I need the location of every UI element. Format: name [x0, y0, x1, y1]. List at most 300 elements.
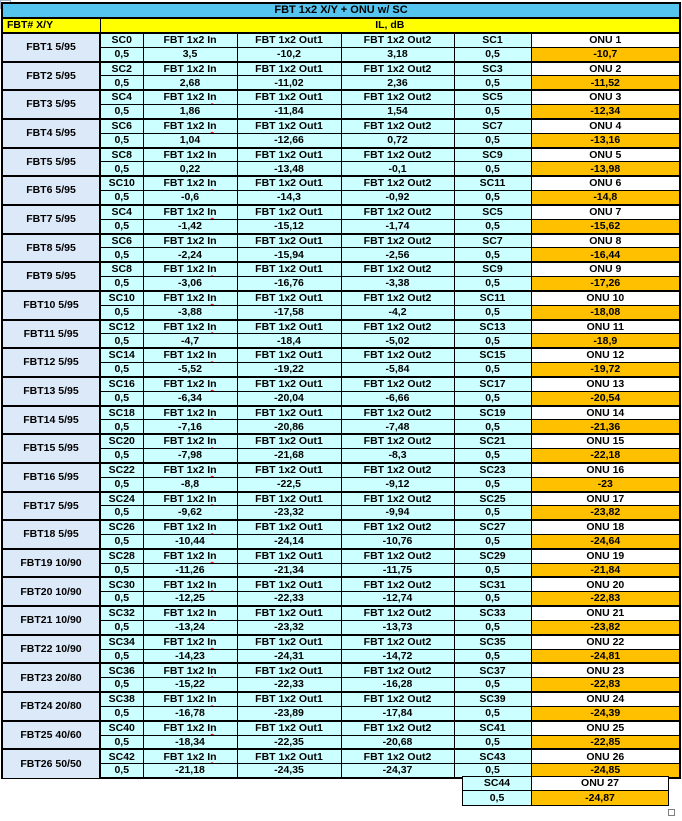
- out2-header-cell[interactable]: FBT 1x2 Out2: [341, 119, 454, 133]
- onu-value-cell[interactable]: -15,62: [531, 219, 680, 233]
- onu-header-cell[interactable]: ONU 22: [531, 635, 680, 649]
- loss-in-cell[interactable]: 0,5: [100, 248, 143, 262]
- out2-header-cell[interactable]: FBT 1x2 Out2: [341, 33, 454, 47]
- in-value-cell[interactable]: -8,8: [143, 477, 237, 491]
- fbt-label-cell[interactable]: FBT26 50/50: [2, 749, 100, 778]
- onu-value-cell[interactable]: -18,08: [531, 305, 680, 319]
- out2-header-cell[interactable]: FBT 1x2 Out2: [341, 520, 454, 534]
- in-value-cell[interactable]: -6,34: [143, 391, 237, 405]
- out1-value-cell[interactable]: -17,58: [237, 305, 341, 319]
- out2-header-cell[interactable]: FBT 1x2 Out2: [341, 577, 454, 591]
- out2-header-cell[interactable]: FBT 1x2 Out2: [341, 377, 454, 391]
- out1-header-cell[interactable]: FBT 1x2 Out1: [237, 463, 341, 477]
- in-value-cell[interactable]: 1,86: [143, 105, 237, 119]
- loss-in-cell[interactable]: 0,5: [100, 678, 143, 692]
- out1-header-cell[interactable]: FBT 1x2 Out1: [237, 148, 341, 162]
- fbt-label-cell[interactable]: FBT2 5/95: [2, 62, 100, 91]
- onu-header-cell[interactable]: ONU 11: [531, 320, 680, 334]
- sc-out-cell[interactable]: SC5: [454, 90, 531, 104]
- sc-out-cell[interactable]: SC7: [454, 119, 531, 133]
- onu-value-cell[interactable]: -23,82: [531, 506, 680, 520]
- out2-value-cell[interactable]: -6,66: [341, 391, 454, 405]
- out1-value-cell[interactable]: -20,04: [237, 391, 341, 405]
- out1-header-cell[interactable]: FBT 1x2 Out1: [237, 492, 341, 506]
- out2-value-cell[interactable]: -16,28: [341, 678, 454, 692]
- out2-value-cell[interactable]: -9,12: [341, 477, 454, 491]
- onu-value-cell[interactable]: -21,84: [531, 563, 680, 577]
- sc-in-cell[interactable]: SC42: [100, 749, 143, 763]
- loss-cell[interactable]: 0,5: [463, 791, 532, 805]
- loss-in-cell[interactable]: 0,5: [100, 219, 143, 233]
- out1-header-cell[interactable]: FBT 1x2 Out1: [237, 348, 341, 362]
- out2-value-cell[interactable]: -13,73: [341, 620, 454, 634]
- sc-out-cell[interactable]: SC29: [454, 549, 531, 563]
- out1-value-cell[interactable]: -19,22: [237, 363, 341, 377]
- out2-header-cell[interactable]: FBT 1x2 Out2: [341, 434, 454, 448]
- sc-in-cell[interactable]: SC44: [463, 777, 532, 791]
- onu-value-cell[interactable]: -22,85: [531, 735, 680, 749]
- onu-header-cell[interactable]: ONU 14: [531, 406, 680, 420]
- in-value-cell[interactable]: -21,18: [143, 764, 237, 778]
- out1-value-cell[interactable]: -22,33: [237, 678, 341, 692]
- sc-out-cell[interactable]: SC11: [454, 176, 531, 190]
- onu-header-cell[interactable]: ONU 6: [531, 176, 680, 190]
- out2-header-cell[interactable]: FBT 1x2 Out2: [341, 549, 454, 563]
- out2-value-cell[interactable]: -20,68: [341, 735, 454, 749]
- out1-header-cell[interactable]: FBT 1x2 Out1: [237, 90, 341, 104]
- out1-header-cell[interactable]: FBT 1x2 Out1: [237, 692, 341, 706]
- loss-in-cell[interactable]: 0,5: [100, 764, 143, 778]
- sc-out-cell[interactable]: SC13: [454, 320, 531, 334]
- loss-in-cell[interactable]: 0,5: [100, 133, 143, 147]
- fbt-label-cell[interactable]: FBT10 5/95: [2, 291, 100, 320]
- out1-value-cell[interactable]: -24,35: [237, 764, 341, 778]
- loss-out-cell[interactable]: 0,5: [454, 678, 531, 692]
- out1-value-cell[interactable]: -23,89: [237, 706, 341, 720]
- in-header-cell[interactable]: [143, 62, 237, 76]
- out2-header-cell[interactable]: FBT 1x2 Out2: [341, 320, 454, 334]
- loss-out-cell[interactable]: 0,5: [454, 305, 531, 319]
- out1-value-cell[interactable]: -11,02: [237, 76, 341, 90]
- fbt-label-cell[interactable]: FBT5 5/95: [2, 148, 100, 177]
- out1-header-cell[interactable]: FBT 1x2 Out1: [237, 205, 341, 219]
- onu-value-cell[interactable]: -24,39: [531, 706, 680, 720]
- out2-header-cell[interactable]: FBT 1x2 Out2: [341, 90, 454, 104]
- loss-out-cell[interactable]: 0,5: [454, 76, 531, 90]
- out1-header-cell[interactable]: FBT 1x2 Out1: [237, 62, 341, 76]
- fbt-label-cell[interactable]: FBT4 5/95: [2, 119, 100, 148]
- fbt-label-cell[interactable]: FBT17 5/95: [2, 492, 100, 521]
- loss-out-cell[interactable]: 0,5: [454, 133, 531, 147]
- out1-value-cell[interactable]: -24,31: [237, 649, 341, 663]
- onu-value-cell[interactable]: -23: [531, 477, 680, 491]
- onu-value-cell[interactable]: -14,8: [531, 191, 680, 205]
- out2-header-cell[interactable]: FBT 1x2 Out2: [341, 205, 454, 219]
- in-header-cell[interactable]: [143, 348, 237, 362]
- out2-header-cell[interactable]: FBT 1x2 Out2: [341, 62, 454, 76]
- out2-value-cell[interactable]: -3,38: [341, 277, 454, 291]
- loss-in-cell[interactable]: 0,5: [100, 105, 143, 119]
- loss-out-cell[interactable]: 0,5: [454, 277, 531, 291]
- out2-value-cell[interactable]: -1,74: [341, 219, 454, 233]
- out1-header-cell[interactable]: FBT 1x2 Out1: [237, 434, 341, 448]
- loss-out-cell[interactable]: 0,5: [454, 449, 531, 463]
- out2-header-cell[interactable]: FBT 1x2 Out2: [341, 492, 454, 506]
- sc-in-cell[interactable]: SC20: [100, 434, 143, 448]
- in-header-cell[interactable]: [143, 148, 237, 162]
- loss-in-cell[interactable]: 0,5: [100, 563, 143, 577]
- onu-value-cell[interactable]: -22,83: [531, 678, 680, 692]
- fbt-label-cell[interactable]: FBT18 5/95: [2, 520, 100, 549]
- out2-header-cell[interactable]: FBT 1x2 Out2: [341, 148, 454, 162]
- in-header-cell[interactable]: [143, 119, 237, 133]
- out1-header-cell[interactable]: FBT 1x2 Out1: [237, 635, 341, 649]
- sc-out-cell[interactable]: SC39: [454, 692, 531, 706]
- in-value-cell[interactable]: -4,7: [143, 334, 237, 348]
- onu-header-cell[interactable]: ONU 8: [531, 234, 680, 248]
- in-header-cell[interactable]: [143, 90, 237, 104]
- out1-header-cell[interactable]: FBT 1x2 Out1: [237, 663, 341, 677]
- loss-out-cell[interactable]: 0,5: [454, 219, 531, 233]
- out2-header-cell[interactable]: FBT 1x2 Out2: [341, 635, 454, 649]
- in-header-cell[interactable]: [143, 406, 237, 420]
- out2-value-cell[interactable]: -10,76: [341, 534, 454, 548]
- sc-out-cell[interactable]: SC23: [454, 463, 531, 477]
- fbt-label-cell[interactable]: FBT16 5/95: [2, 463, 100, 492]
- loss-out-cell[interactable]: 0,5: [454, 592, 531, 606]
- in-header-cell[interactable]: [143, 291, 237, 305]
- out1-value-cell[interactable]: -22,5: [237, 477, 341, 491]
- loss-in-cell[interactable]: 0,5: [100, 506, 143, 520]
- sc-out-cell[interactable]: SC33: [454, 606, 531, 620]
- in-value-cell[interactable]: -7,16: [143, 420, 237, 434]
- loss-out-cell[interactable]: 0,5: [454, 420, 531, 434]
- out2-value-cell[interactable]: -5,02: [341, 334, 454, 348]
- out2-value-cell[interactable]: -24,37: [341, 764, 454, 778]
- sc-out-cell[interactable]: SC3: [454, 62, 531, 76]
- in-header-cell[interactable]: [143, 520, 237, 534]
- loss-in-cell[interactable]: 0,5: [100, 534, 143, 548]
- sc-in-cell[interactable]: SC36: [100, 663, 143, 677]
- onu-value-cell[interactable]: -20,54: [531, 391, 680, 405]
- resize-handle[interactable]: [668, 809, 675, 816]
- onu-header-cell[interactable]: ONU 9: [531, 262, 680, 276]
- out1-header-cell[interactable]: FBT 1x2 Out1: [237, 406, 341, 420]
- sc-in-cell[interactable]: SC8: [100, 148, 143, 162]
- sc-in-cell[interactable]: SC18: [100, 406, 143, 420]
- onu-value-cell[interactable]: -17,26: [531, 277, 680, 291]
- sc-out-cell[interactable]: SC5: [454, 205, 531, 219]
- onu-value-cell[interactable]: -18,9: [531, 334, 680, 348]
- out1-value-cell[interactable]: -16,76: [237, 277, 341, 291]
- sc-out-cell[interactable]: SC7: [454, 234, 531, 248]
- loss-in-cell[interactable]: 0,5: [100, 649, 143, 663]
- onu-header-cell[interactable]: ONU 20: [531, 577, 680, 591]
- out2-header-cell[interactable]: FBT 1x2 Out2: [341, 721, 454, 735]
- onu-value-cell[interactable]: -13,98: [531, 162, 680, 176]
- in-header-cell[interactable]: [143, 549, 237, 563]
- sc-out-cell[interactable]: SC1: [454, 33, 531, 47]
- sc-in-cell[interactable]: SC10: [100, 176, 143, 190]
- out1-value-cell[interactable]: -21,68: [237, 449, 341, 463]
- sc-in-cell[interactable]: SC38: [100, 692, 143, 706]
- in-value-cell[interactable]: -14,23: [143, 649, 237, 663]
- onu-header-cell[interactable]: ONU 3: [531, 90, 680, 104]
- loss-out-cell[interactable]: 0,5: [454, 764, 531, 778]
- fbt-label-cell[interactable]: FBT22 10/90: [2, 635, 100, 664]
- in-header-cell[interactable]: [143, 33, 237, 47]
- out1-value-cell[interactable]: -23,32: [237, 506, 341, 520]
- out1-value-cell[interactable]: -20,86: [237, 420, 341, 434]
- out1-value-cell[interactable]: -15,12: [237, 219, 341, 233]
- onu-header-cell[interactable]: ONU 1: [531, 33, 680, 47]
- in-value-cell[interactable]: -15,22: [143, 678, 237, 692]
- out2-value-cell[interactable]: 3,18: [341, 47, 454, 61]
- in-header-cell[interactable]: [143, 721, 237, 735]
- loss-in-cell[interactable]: 0,5: [100, 592, 143, 606]
- sc-in-cell[interactable]: SC34: [100, 635, 143, 649]
- fbt-label-cell[interactable]: FBT9 5/95: [2, 262, 100, 291]
- out2-value-cell[interactable]: -4,2: [341, 305, 454, 319]
- sc-in-cell[interactable]: SC0: [100, 33, 143, 47]
- loss-out-cell[interactable]: 0,5: [454, 334, 531, 348]
- loss-in-cell[interactable]: 0,5: [100, 334, 143, 348]
- in-value-cell[interactable]: -18,34: [143, 735, 237, 749]
- out2-value-cell[interactable]: -11,75: [341, 563, 454, 577]
- in-header-cell[interactable]: [143, 606, 237, 620]
- loss-out-cell[interactable]: 0,5: [454, 105, 531, 119]
- out1-header-cell[interactable]: FBT 1x2 Out1: [237, 234, 341, 248]
- in-header-cell[interactable]: [143, 176, 237, 190]
- in-value-cell[interactable]: -9,62: [143, 506, 237, 520]
- loss-out-cell[interactable]: 0,5: [454, 191, 531, 205]
- out2-header-cell[interactable]: FBT 1x2 Out2: [341, 749, 454, 763]
- column-header-fbt[interactable]: FBT# X/Y: [2, 18, 100, 33]
- sc-in-cell[interactable]: SC8: [100, 262, 143, 276]
- out2-value-cell[interactable]: 1,54: [341, 105, 454, 119]
- sc-in-cell[interactable]: SC28: [100, 549, 143, 563]
- onu-header-cell[interactable]: ONU 23: [531, 663, 680, 677]
- loss-in-cell[interactable]: 0,5: [100, 305, 143, 319]
- loss-out-cell[interactable]: 0,5: [454, 477, 531, 491]
- out2-header-cell[interactable]: FBT 1x2 Out2: [341, 692, 454, 706]
- out1-value-cell[interactable]: -12,66: [237, 133, 341, 147]
- out2-value-cell[interactable]: -8,3: [341, 449, 454, 463]
- onu-value-cell[interactable]: -22,18: [531, 449, 680, 463]
- sc-in-cell[interactable]: SC16: [100, 377, 143, 391]
- sc-out-cell[interactable]: SC31: [454, 577, 531, 591]
- in-header-cell[interactable]: [143, 463, 237, 477]
- onu-value-cell[interactable]: -12,34: [531, 105, 680, 119]
- in-value-cell[interactable]: -16,78: [143, 706, 237, 720]
- sc-in-cell[interactable]: SC6: [100, 234, 143, 248]
- loss-in-cell[interactable]: 0,5: [100, 477, 143, 491]
- loss-out-cell[interactable]: 0,5: [454, 162, 531, 176]
- loss-out-cell[interactable]: 0,5: [454, 735, 531, 749]
- in-value-cell[interactable]: 3,5: [143, 47, 237, 61]
- fbt-label-cell[interactable]: FBT20 10/90: [2, 577, 100, 606]
- onu-header-cell[interactable]: ONU 19: [531, 549, 680, 563]
- in-value-cell[interactable]: -2,24: [143, 248, 237, 262]
- sc-in-cell[interactable]: SC14: [100, 348, 143, 362]
- onu-value-cell[interactable]: -24,85: [531, 764, 680, 778]
- loss-in-cell[interactable]: 0,5: [100, 76, 143, 90]
- loss-out-cell[interactable]: 0,5: [454, 620, 531, 634]
- in-value-cell[interactable]: -1,42: [143, 219, 237, 233]
- onu-header-cell[interactable]: ONU 12: [531, 348, 680, 362]
- onu-value-cell[interactable]: -19,72: [531, 363, 680, 377]
- sc-in-cell[interactable]: SC22: [100, 463, 143, 477]
- out1-value-cell[interactable]: -23,32: [237, 620, 341, 634]
- onu-header-cell[interactable]: ONU 18: [531, 520, 680, 534]
- out2-value-cell[interactable]: -5,84: [341, 363, 454, 377]
- sc-in-cell[interactable]: SC30: [100, 577, 143, 591]
- sc-out-cell[interactable]: SC15: [454, 348, 531, 362]
- loss-out-cell[interactable]: 0,5: [454, 706, 531, 720]
- out1-header-cell[interactable]: FBT 1x2 Out1: [237, 520, 341, 534]
- out2-header-cell[interactable]: FBT 1x2 Out2: [341, 176, 454, 190]
- out1-value-cell[interactable]: -13,48: [237, 162, 341, 176]
- onu-value-cell[interactable]: -13,16: [531, 133, 680, 147]
- in-header-cell[interactable]: [143, 234, 237, 248]
- out1-value-cell[interactable]: -11,84: [237, 105, 341, 119]
- fbt-label-cell[interactable]: FBT11 5/95: [2, 320, 100, 349]
- loss-out-cell[interactable]: 0,5: [454, 391, 531, 405]
- out2-header-cell[interactable]: FBT 1x2 Out2: [341, 406, 454, 420]
- fbt-label-cell[interactable]: FBT8 5/95: [2, 234, 100, 263]
- in-value-cell[interactable]: -12,25: [143, 592, 237, 606]
- fbt-label-cell[interactable]: FBT21 10/90: [2, 606, 100, 635]
- onu-header-cell[interactable]: ONU 16: [531, 463, 680, 477]
- out2-value-cell[interactable]: -14,72: [341, 649, 454, 663]
- in-value-cell[interactable]: -3,88: [143, 305, 237, 319]
- sc-out-cell[interactable]: SC17: [454, 377, 531, 391]
- sc-out-cell[interactable]: SC25: [454, 492, 531, 506]
- out2-value-cell[interactable]: 2,36: [341, 76, 454, 90]
- out2-value-cell[interactable]: -2,56: [341, 248, 454, 262]
- sc-out-cell[interactable]: SC41: [454, 721, 531, 735]
- sc-in-cell[interactable]: SC32: [100, 606, 143, 620]
- out1-header-cell[interactable]: FBT 1x2 Out1: [237, 291, 341, 305]
- onu-header-cell[interactable]: ONU 2: [531, 62, 680, 76]
- in-header-cell[interactable]: [143, 320, 237, 334]
- loss-in-cell[interactable]: 0,5: [100, 706, 143, 720]
- sc-out-cell[interactable]: SC9: [454, 262, 531, 276]
- out1-header-cell[interactable]: FBT 1x2 Out1: [237, 721, 341, 735]
- loss-in-cell[interactable]: 0,5: [100, 162, 143, 176]
- sc-out-cell[interactable]: SC37: [454, 663, 531, 677]
- sc-out-cell[interactable]: SC27: [454, 520, 531, 534]
- loss-in-cell[interactable]: 0,5: [100, 47, 143, 61]
- fbt-label-cell[interactable]: FBT23 20/80: [2, 663, 100, 692]
- loss-in-cell[interactable]: 0,5: [100, 735, 143, 749]
- in-value-cell[interactable]: -11,26: [143, 563, 237, 577]
- out2-value-cell[interactable]: 0,72: [341, 133, 454, 147]
- in-header-cell[interactable]: [143, 663, 237, 677]
- sc-out-cell[interactable]: SC9: [454, 148, 531, 162]
- sc-in-cell[interactable]: SC4: [100, 205, 143, 219]
- fbt-label-cell[interactable]: FBT1 5/95: [2, 33, 100, 62]
- onu-value-cell[interactable]: -10,7: [531, 47, 680, 61]
- in-value-cell[interactable]: -5,52: [143, 363, 237, 377]
- in-value-cell[interactable]: -0,6: [143, 191, 237, 205]
- onu-value-cell[interactable]: -24,87: [532, 791, 669, 805]
- sc-in-cell[interactable]: SC24: [100, 492, 143, 506]
- fbt-label-cell[interactable]: FBT12 5/95: [2, 348, 100, 377]
- onu-header-cell[interactable]: ONU 5: [531, 148, 680, 162]
- in-header-cell[interactable]: [143, 577, 237, 591]
- onu-header-cell[interactable]: ONU 13: [531, 377, 680, 391]
- loss-out-cell[interactable]: 0,5: [454, 47, 531, 61]
- sc-in-cell[interactable]: SC26: [100, 520, 143, 534]
- out2-value-cell[interactable]: -0,1: [341, 162, 454, 176]
- onu-header-cell[interactable]: ONU 10: [531, 291, 680, 305]
- out2-header-cell[interactable]: FBT 1x2 Out2: [341, 348, 454, 362]
- onu-header-cell[interactable]: ONU 15: [531, 434, 680, 448]
- in-value-cell[interactable]: -10,44: [143, 534, 237, 548]
- out1-header-cell[interactable]: FBT 1x2 Out1: [237, 33, 341, 47]
- in-header-cell[interactable]: [143, 262, 237, 276]
- out1-value-cell[interactable]: -24,14: [237, 534, 341, 548]
- onu-header-cell[interactable]: ONU 21: [531, 606, 680, 620]
- sc-out-cell[interactable]: SC35: [454, 635, 531, 649]
- onu-value-cell[interactable]: -24,81: [531, 649, 680, 663]
- out1-value-cell[interactable]: -22,33: [237, 592, 341, 606]
- fbt-label-cell[interactable]: FBT13 5/95: [2, 377, 100, 406]
- loss-in-cell[interactable]: 0,5: [100, 191, 143, 205]
- out1-value-cell[interactable]: -21,34: [237, 563, 341, 577]
- out2-header-cell[interactable]: FBT 1x2 Out2: [341, 234, 454, 248]
- loss-in-cell[interactable]: 0,5: [100, 277, 143, 291]
- out1-header-cell[interactable]: FBT 1x2 Out1: [237, 577, 341, 591]
- out2-value-cell[interactable]: -0,92: [341, 191, 454, 205]
- out2-header-cell[interactable]: FBT 1x2 Out2: [341, 606, 454, 620]
- in-header-cell[interactable]: [143, 434, 237, 448]
- in-value-cell[interactable]: -7,98: [143, 449, 237, 463]
- out1-header-cell[interactable]: FBT 1x2 Out1: [237, 549, 341, 563]
- onu-header-cell[interactable]: ONU 17: [531, 492, 680, 506]
- onu-header-cell[interactable]: ONU 4: [531, 119, 680, 133]
- onu-header-cell[interactable]: ONU 7: [531, 205, 680, 219]
- out1-header-cell[interactable]: FBT 1x2 Out1: [237, 119, 341, 133]
- sc-in-cell[interactable]: SC12: [100, 320, 143, 334]
- sc-out-cell[interactable]: SC19: [454, 406, 531, 420]
- in-value-cell[interactable]: -13,24: [143, 620, 237, 634]
- fbt-label-cell[interactable]: FBT14 5/95: [2, 406, 100, 435]
- out1-value-cell[interactable]: -15,94: [237, 248, 341, 262]
- loss-in-cell[interactable]: 0,5: [100, 363, 143, 377]
- sc-out-cell[interactable]: SC11: [454, 291, 531, 305]
- out1-value-cell[interactable]: -22,35: [237, 735, 341, 749]
- out2-value-cell[interactable]: -7,48: [341, 420, 454, 434]
- in-header-cell[interactable]: [143, 749, 237, 763]
- onu-header-cell[interactable]: ONU 27: [532, 777, 669, 791]
- loss-in-cell[interactable]: 0,5: [100, 449, 143, 463]
- in-header-cell[interactable]: [143, 635, 237, 649]
- in-value-cell[interactable]: 0,22: [143, 162, 237, 176]
- column-header-il[interactable]: IL, dB: [100, 18, 680, 33]
- out1-header-cell[interactable]: FBT 1x2 Out1: [237, 176, 341, 190]
- loss-out-cell[interactable]: 0,5: [454, 563, 531, 577]
- onu-header-cell[interactable]: ONU 24: [531, 692, 680, 706]
- out1-header-cell[interactable]: FBT 1x2 Out1: [237, 262, 341, 276]
- onu-value-cell[interactable]: -16,44: [531, 248, 680, 262]
- fbt-label-cell[interactable]: FBT24 20/80: [2, 692, 100, 721]
- onu-header-cell[interactable]: ONU 26: [531, 749, 680, 763]
- fbt-label-cell[interactable]: FBT15 5/95: [2, 434, 100, 463]
- out2-header-cell[interactable]: FBT 1x2 Out2: [341, 663, 454, 677]
- loss-in-cell[interactable]: 0,5: [100, 391, 143, 405]
